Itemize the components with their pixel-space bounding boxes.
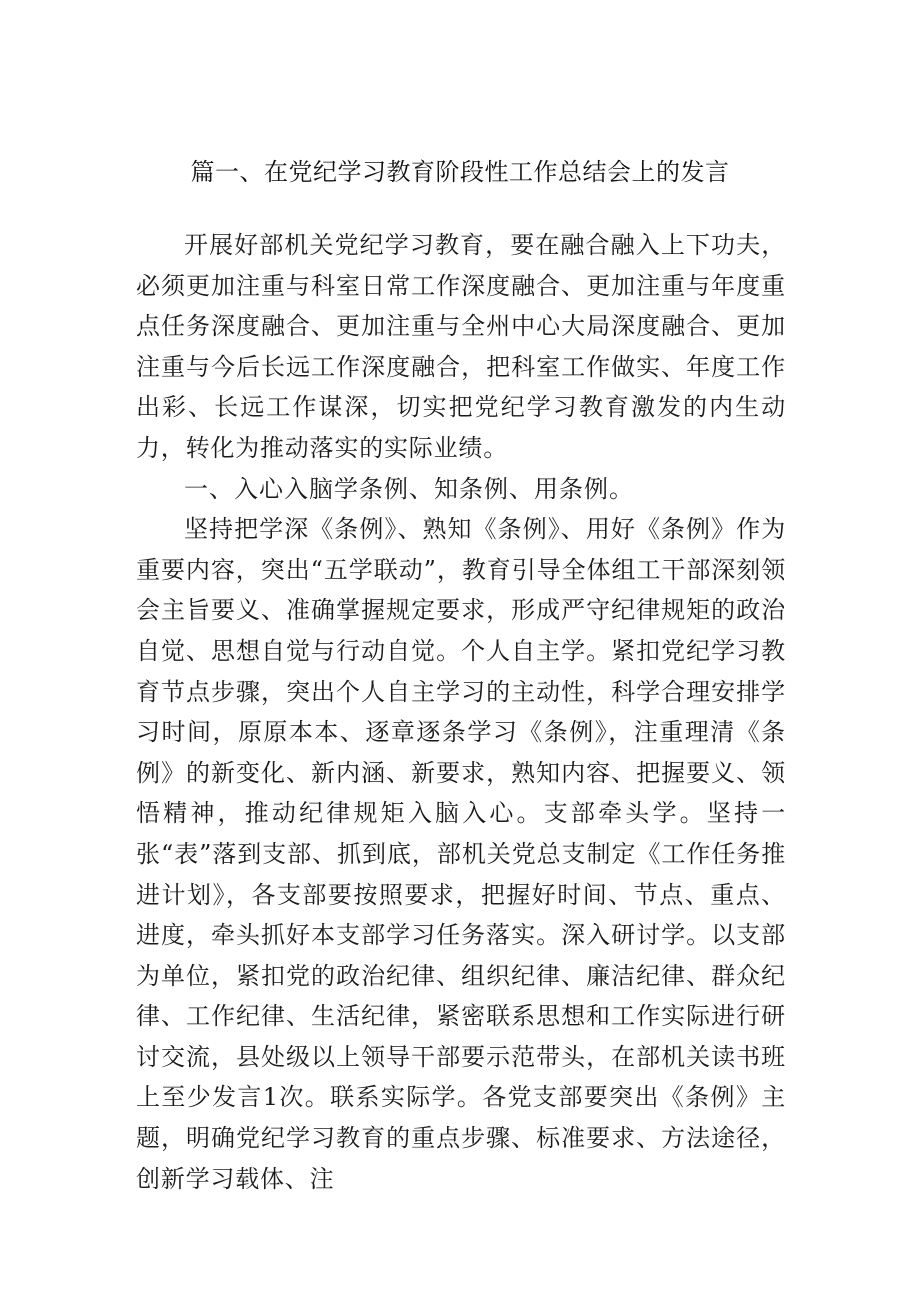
intro-paragraph: 开展好部机关党纪学习教育，要在融合融入上下功夫，必须更加注重与科室日常工作深度融合、更加注重与年度重点任务深度融合、更加注重与全州中心大局深度融合、更加注重与今后长远工作深度融合，把科室工作做实、年度工作出彩、长远工作谋深，切实把党纪学习教育激发的内生动力，转化为推动落实的实际业绩。 — [136, 231, 786, 462]
document-title: 篇一、在党纪学习教育阶段性工作总结会上的发言 — [190, 158, 730, 186]
document-body — [136, 225, 786, 1199]
section-1-paragraph: 坚持把学深《条例》、熟知《条例》、用好《条例》作为重要内容，突出“五学联动”，教育引导全体组工干部深刻领会主旨要义、准确掌握规定要求，形成严守纪律规矩的政治自觉、思想自觉与行动自觉。个人自主学。紧扣党纪学习教育节点步骤，突出个人自主学习的主动性，科学合理安排学习时间，原原本本、逐章逐条学习《条例》，注重理清《条例》的新变化、新内涵、新要求，熟知内容、把握要义、领悟精神，推动纪律规矩入脑入心。支部牵头学。坚持一张“表”落到支部、抓到底，部机关党总支制定《工作任务推进计划》，各支部要按照要求，把握好时间、节点、重点、进度，牵头抓好本支部学习任务落实。深入研讨学。以支部为单位，紧扣党的政治纪律、组织纪律、廉洁纪律、群众纪律、工作纪律、生活纪律，紧密联系思想和工作实际进行研讨交流，县处级以上领导干部要示范带头，在部机关读书班上至少发言1次。联系实际学。各党支部要突出《条例》主题，明确党纪学习教育的重点步骤、标准要求、方法途径，创新学习载体、注 — [136, 515, 786, 1193]
section-heading-1: 一、入心入脑学条例、知条例、用条例。 — [184, 474, 634, 503]
